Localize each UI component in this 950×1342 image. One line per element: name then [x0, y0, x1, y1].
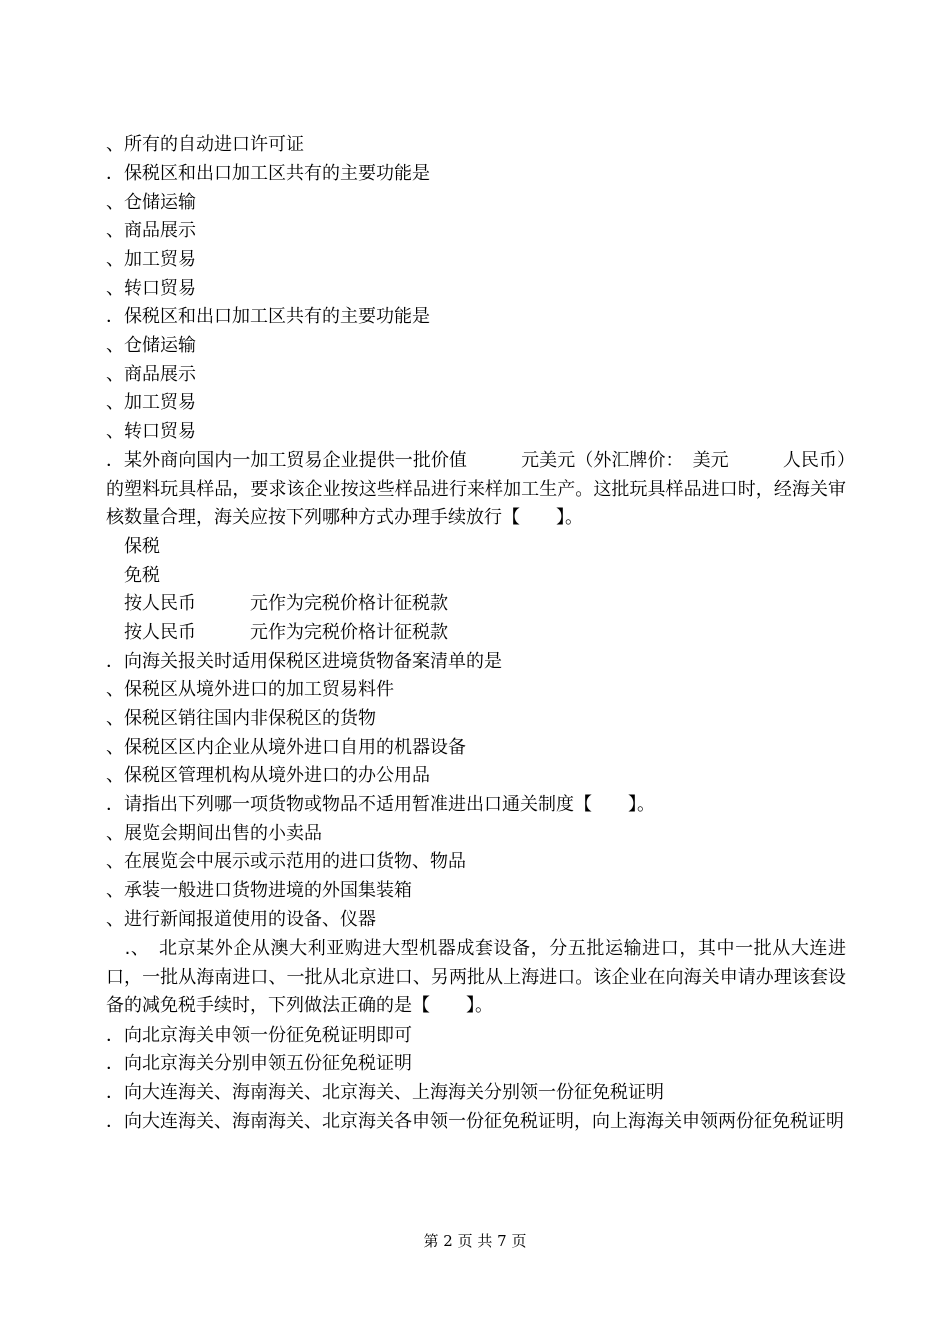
question-line: ．保税区和出口加工区共有的主要功能是 — [106, 163, 430, 184]
option-line: 免税 — [106, 565, 160, 586]
option-line: 按人民币 元作为完税价格计征税款 — [106, 593, 448, 614]
question-line: ．保税区和出口加工区共有的主要功能是 — [106, 306, 430, 327]
option-line: 保税 — [106, 536, 160, 557]
option-line: ．向北京海关申领一份征免税证明即可 — [106, 1025, 412, 1046]
option-line: ．向北京海关分别申领五份征免税证明 — [106, 1053, 412, 1074]
option-line: 、加工贸易 — [106, 392, 196, 413]
option-line: 按人民币 元作为完税价格计征税款 — [106, 622, 448, 643]
option-line: 、商品展示 — [106, 364, 196, 385]
question-line: ．请指出下列哪一项货物或物品不适用暂准进出口通关制度【 】。 — [106, 794, 655, 815]
option-line: ．向大连海关、海南海关、北京海关、上海海关分别领一份征免税证明 — [106, 1082, 664, 1103]
option-line: 、保税区管理机构从境外进口的办公用品 — [106, 765, 430, 786]
option-line: 、仓储运输 — [106, 335, 196, 356]
option-line: 、保税区销往国内非保税区的货物 — [106, 708, 376, 729]
option-line: 、保税区从境外进口的加工贸易料件 — [106, 679, 394, 700]
option-line: 、在展览会中展示或示范用的进口货物、物品 — [106, 851, 466, 872]
option-line: 、展览会期间出售的小卖品 — [106, 823, 322, 844]
question-paragraph: ．某外商向国内一加工贸易企业提供一批价值 元美元（外汇牌价： 美元 人民币）的塑料玩具样品，要求该企业按这些样品进行来样加工生产。这批玩具样品进口时，经海关审核数量合理，海关应按下列哪种方式办理手续放行【 】。 — [106, 450, 846, 529]
page-number-footer: 第 2 页 共 7 页 — [423, 1232, 527, 1250]
option-line: 、仓储运输 — [106, 192, 196, 213]
option-line: 、承装一般进口货物进境的外国集装箱 — [106, 880, 412, 901]
question-line: ．向海关报关时适用保税区进境货物备案清单的是 — [106, 651, 502, 672]
option-line: 、转口贸易 — [106, 278, 196, 299]
option-line: 、商品展示 — [106, 220, 196, 241]
option-line: 、进行新闻报道使用的设备、仪器 — [106, 909, 376, 930]
option-line: 、保税区区内企业从境外进口自用的机器设备 — [106, 737, 466, 758]
question-paragraph: .、 北京某外企从澳大利亚购进大型机器成套设备，分五批运输进口，其中一批从大连进口，一批从海南进口、一批从北京进口、另两批从上海进口。该企业在向海关申请办理该套设备的减免税手续时，下列做法正确的是【 】。 — [106, 938, 846, 1017]
option-line: 、转口贸易 — [106, 421, 196, 442]
option-line: 、加工贸易 — [106, 249, 196, 270]
option-paragraph: ．向大连海关、海南海关、北京海关各申领一份征免税证明，向上海海关申领两份征免税证明 — [106, 1111, 844, 1132]
text-line: 、所有的自动进口许可证 — [106, 134, 304, 155]
